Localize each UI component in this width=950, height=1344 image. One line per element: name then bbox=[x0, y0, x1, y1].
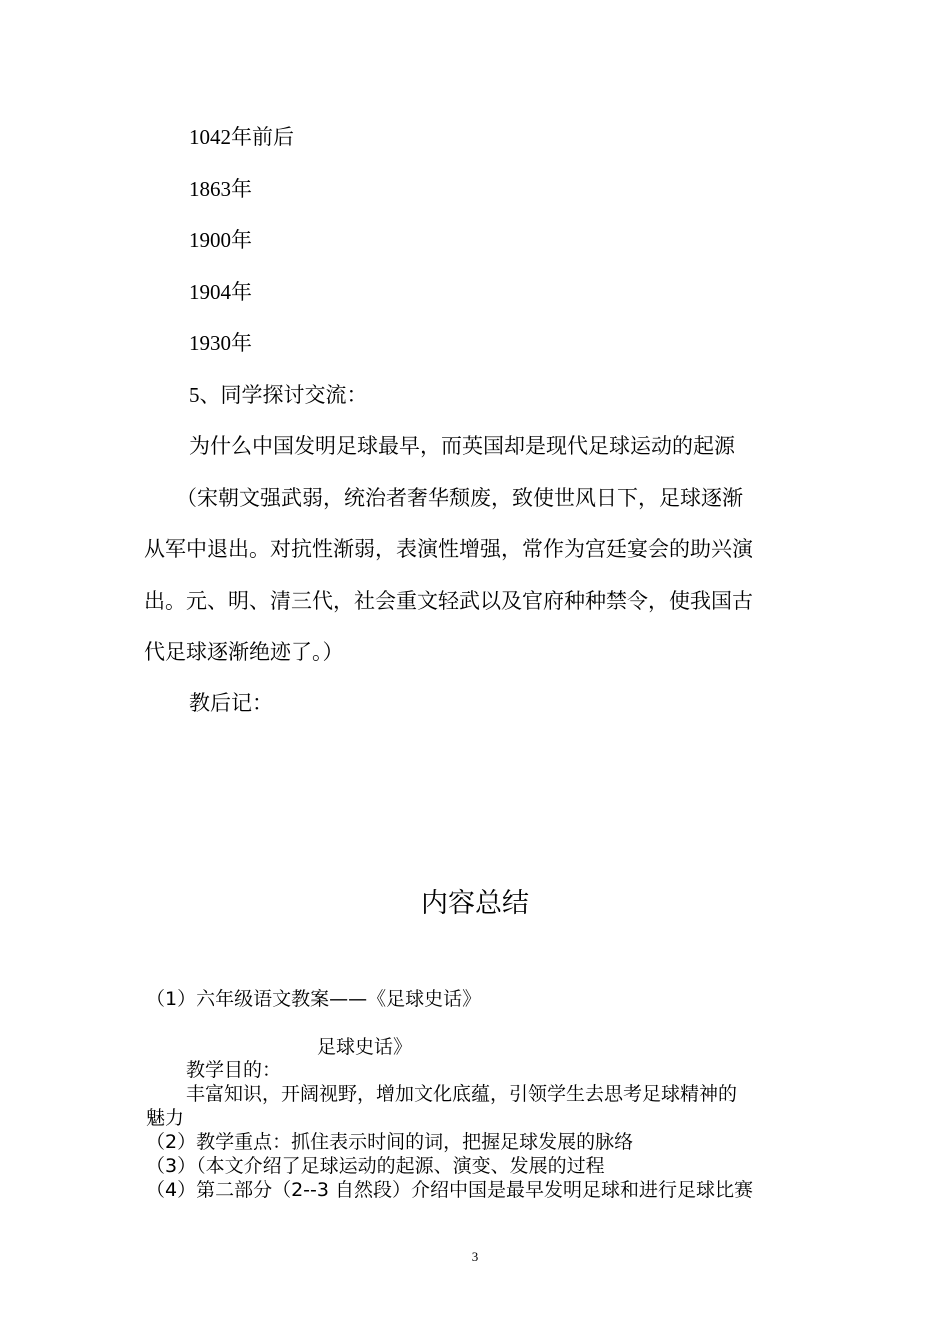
timeline-suffix: 年 bbox=[231, 228, 252, 252]
timeline-suffix: 年 bbox=[231, 177, 252, 201]
summary-line: （2）教学重点：抓住表示时间的词，把握足球发展的脉络 bbox=[146, 1131, 634, 1153]
summary-line: （1）六年级语文教案——《足球史话》 bbox=[146, 988, 482, 1010]
timeline-entry bbox=[189, 124, 294, 150]
postscript-label: 教后记： bbox=[189, 691, 273, 715]
discussion-answer-line: 出。元、明、清三代，社会重文轻武以及官府种种禁令，使我国古 bbox=[144, 589, 753, 613]
timeline-year: 1904 bbox=[189, 280, 231, 304]
summary-line: 教学目的： bbox=[186, 1059, 282, 1081]
discussion-heading bbox=[189, 382, 368, 408]
timeline-year: 1900 bbox=[189, 228, 231, 252]
summary-line: 丰富知识，开阔视野，增加文化底蕴，引领学生去思考足球精神的 bbox=[186, 1083, 738, 1105]
timeline-entry bbox=[189, 176, 252, 202]
discussion-answer-line: 从军中退出。对抗性渐弱，表演性增强，常作为宫廷宴会的助兴演 bbox=[144, 537, 753, 561]
timeline-year: 1863 bbox=[189, 177, 231, 201]
summary-line: 足球史话》 bbox=[317, 1036, 413, 1058]
discussion-question: 为什么中国发明足球最早，而英国却是现代足球运动的起源 bbox=[189, 434, 735, 458]
page-number: 3 bbox=[471, 1249, 479, 1264]
summary-line: 魅力 bbox=[146, 1107, 185, 1129]
summary-line: （4）第二部分（2--3 自然段）介绍中国是最早发明足球和进行足球比赛 bbox=[146, 1179, 754, 1201]
timeline-entry bbox=[189, 330, 252, 356]
discussion-answer-line: 代足球逐渐绝迹了。） bbox=[144, 640, 344, 664]
discussion-label: 、同学探讨交流： bbox=[199, 383, 368, 407]
timeline-suffix: 年 bbox=[231, 280, 252, 304]
summary-line: （3）（本文介绍了足球运动的起源、演变、发展的过程 bbox=[146, 1155, 605, 1177]
timeline-suffix: 年 bbox=[231, 331, 252, 355]
timeline-year: 1930 bbox=[189, 331, 231, 355]
timeline-year: 1042 bbox=[189, 125, 231, 149]
timeline-suffix: 年前后 bbox=[231, 125, 294, 149]
discussion-answer-line: （宋朝文强武弱，统治者奢华颓废，致使世风日下，足球逐渐 bbox=[176, 486, 743, 510]
discussion-number: 5 bbox=[189, 383, 200, 407]
timeline-entry bbox=[189, 279, 252, 305]
timeline-entry bbox=[189, 227, 252, 253]
summary-title: 内容总结 bbox=[421, 888, 529, 919]
